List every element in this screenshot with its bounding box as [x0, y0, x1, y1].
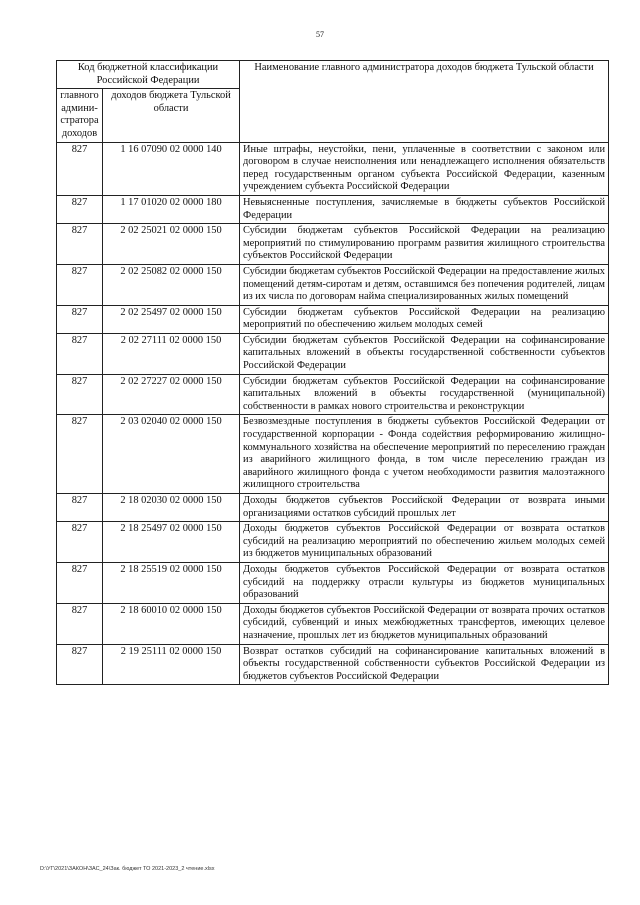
name-cell: Доходы бюджетов субъектов Российской Федерации от возврата остатков субсидий на реализацию мероприятий по обеспечению жильем молодых семей из бюджетов муниципальных образований: [240, 522, 609, 563]
name-cell: Возврат остатков субсидий на софинансирование капитальных вложений в объекты государственной собственности субъектов Российской Федерации из бюджетов субъектов Российской Федерации: [240, 644, 609, 685]
name-cell: Субсидии бюджетам субъектов Российской Федерации на софинансирование капитальных вложений в объекты государственной собственности субъектов Российской Федерации: [240, 333, 609, 374]
admin-column-header: главного админи-стратора доходов: [57, 89, 103, 142]
name-cell: Субсидии бюджетам субъектов Российской Федерации на софинансирование капитальных вложений в объекты государственной (муниципальной) собственности в рамках нового строительства и реконструкции: [240, 374, 609, 415]
admin-code-cell: 827: [57, 142, 103, 195]
name-cell: Доходы бюджетов субъектов Российской Федерации от возврата иными организациями остатков субсидий прошлых лет: [240, 494, 609, 522]
table-row: [57, 195, 609, 223]
kbk-group-header: Код бюджетной классификации Российской Федерации: [57, 61, 240, 89]
table-row: [57, 603, 609, 644]
admin-code-cell: 827: [57, 374, 103, 415]
kbk-code-cell: 1 17 01020 02 0000 180: [103, 195, 240, 223]
admin-code-cell: 827: [57, 562, 103, 603]
revenue-column-header: доходов бюджета Тульской области: [103, 89, 240, 142]
admin-code-cell: 827: [57, 333, 103, 374]
kbk-code-cell: 2 02 25021 02 0000 150: [103, 224, 240, 265]
table-body: [57, 142, 609, 685]
table-row: [57, 644, 609, 685]
kbk-code-cell: 2 02 25497 02 0000 150: [103, 305, 240, 333]
kbk-code-cell: 2 18 25497 02 0000 150: [103, 522, 240, 563]
header-row-top: [57, 61, 609, 89]
table-row: [57, 264, 609, 305]
table-row: [57, 562, 609, 603]
kbk-code-cell: 2 18 25519 02 0000 150: [103, 562, 240, 603]
table-row: [57, 415, 609, 494]
admin-code-cell: 827: [57, 603, 103, 644]
name-cell: Субсидии бюджетам субъектов Российской Федерации на реализацию мероприятий по стимулированию программ развития жилищного строительства субъектов Российской Федерации: [240, 224, 609, 265]
admin-code-cell: 827: [57, 224, 103, 265]
admin-code-cell: 827: [57, 522, 103, 563]
kbk-code-cell: 2 18 60010 02 0000 150: [103, 603, 240, 644]
admin-code-cell: 827: [57, 195, 103, 223]
admin-code-cell: 827: [57, 644, 103, 685]
kbk-code-cell: 2 18 02030 02 0000 150: [103, 494, 240, 522]
kbk-code-cell: 2 03 02040 02 0000 150: [103, 415, 240, 494]
name-column-header: Наименование главного администратора доходов бюджета Тульской области: [240, 61, 609, 143]
file-path-footer: D:\УГ\2021\ЗАКОН\ЗАС_24\Зак. бюджет ТО 2021-2023_2 чтение.xlsx: [40, 866, 215, 872]
table-row: [57, 305, 609, 333]
revenue-administrators-table: [56, 60, 609, 685]
table-row: [57, 494, 609, 522]
admin-code-cell: 827: [57, 305, 103, 333]
name-cell: Субсидии бюджетам субъектов Российской Федерации на реализацию мероприятий по обеспечению жильем молодых семей: [240, 305, 609, 333]
name-cell: Невыясненные поступления, зачисляемые в бюджеты субъектов Российской Федерации: [240, 195, 609, 223]
table-row: [57, 374, 609, 415]
name-cell: Доходы бюджетов субъектов Российской Федерации от возврата прочих остатков субсидий, субвенций и иных межбюджетных трансфертов, имеющих целевое назначение, прошлых лет из бюджетов муниципальных образований: [240, 603, 609, 644]
page-number: 57: [316, 30, 324, 39]
name-cell: Субсидии бюджетам субъектов Российской Федерации на предоставление жилых помещений детям-сиротам и детям, оставшимся без попечения родителей, лицам из их числа по договорам найма специализированных жилых помещений: [240, 264, 609, 305]
table-row: [57, 142, 609, 195]
table-row: [57, 522, 609, 563]
table-row: [57, 333, 609, 374]
name-cell: Иные штрафы, неустойки, пени, уплаченные в соответствии с законом или договором в случае неисполнения или ненадлежащего исполнения обязательств перед государственным органом субъекта Российской Федерации, казенным учреждением субъекта Российской Федерации: [240, 142, 609, 195]
kbk-code-cell: 2 02 25082 02 0000 150: [103, 264, 240, 305]
kbk-code-cell: 2 02 27111 02 0000 150: [103, 333, 240, 374]
admin-code-cell: 827: [57, 264, 103, 305]
admin-code-cell: 827: [57, 494, 103, 522]
kbk-code-cell: 1 16 07090 02 0000 140: [103, 142, 240, 195]
name-cell: Доходы бюджетов субъектов Российской Федерации от возврата остатков субсидий на поддержку отрасли культуры из бюджетов муниципальных образований: [240, 562, 609, 603]
table-row: [57, 224, 609, 265]
name-cell: Безвозмездные поступления в бюджеты субъектов Российской Федерации от государственной корпорации - Фонда содействия реформированию жилищно-коммунального хозяйства на обеспечение мероприятий по переселению граждан из аварийного жилищного фонда, в том числе переселению граждан из аварийного жилищного фонда с учетом необходимости развития малоэтажного жилищного строительства: [240, 415, 609, 494]
kbk-code-cell: 2 19 25111 02 0000 150: [103, 644, 240, 685]
admin-code-cell: 827: [57, 415, 103, 494]
kbk-code-cell: 2 02 27227 02 0000 150: [103, 374, 240, 415]
